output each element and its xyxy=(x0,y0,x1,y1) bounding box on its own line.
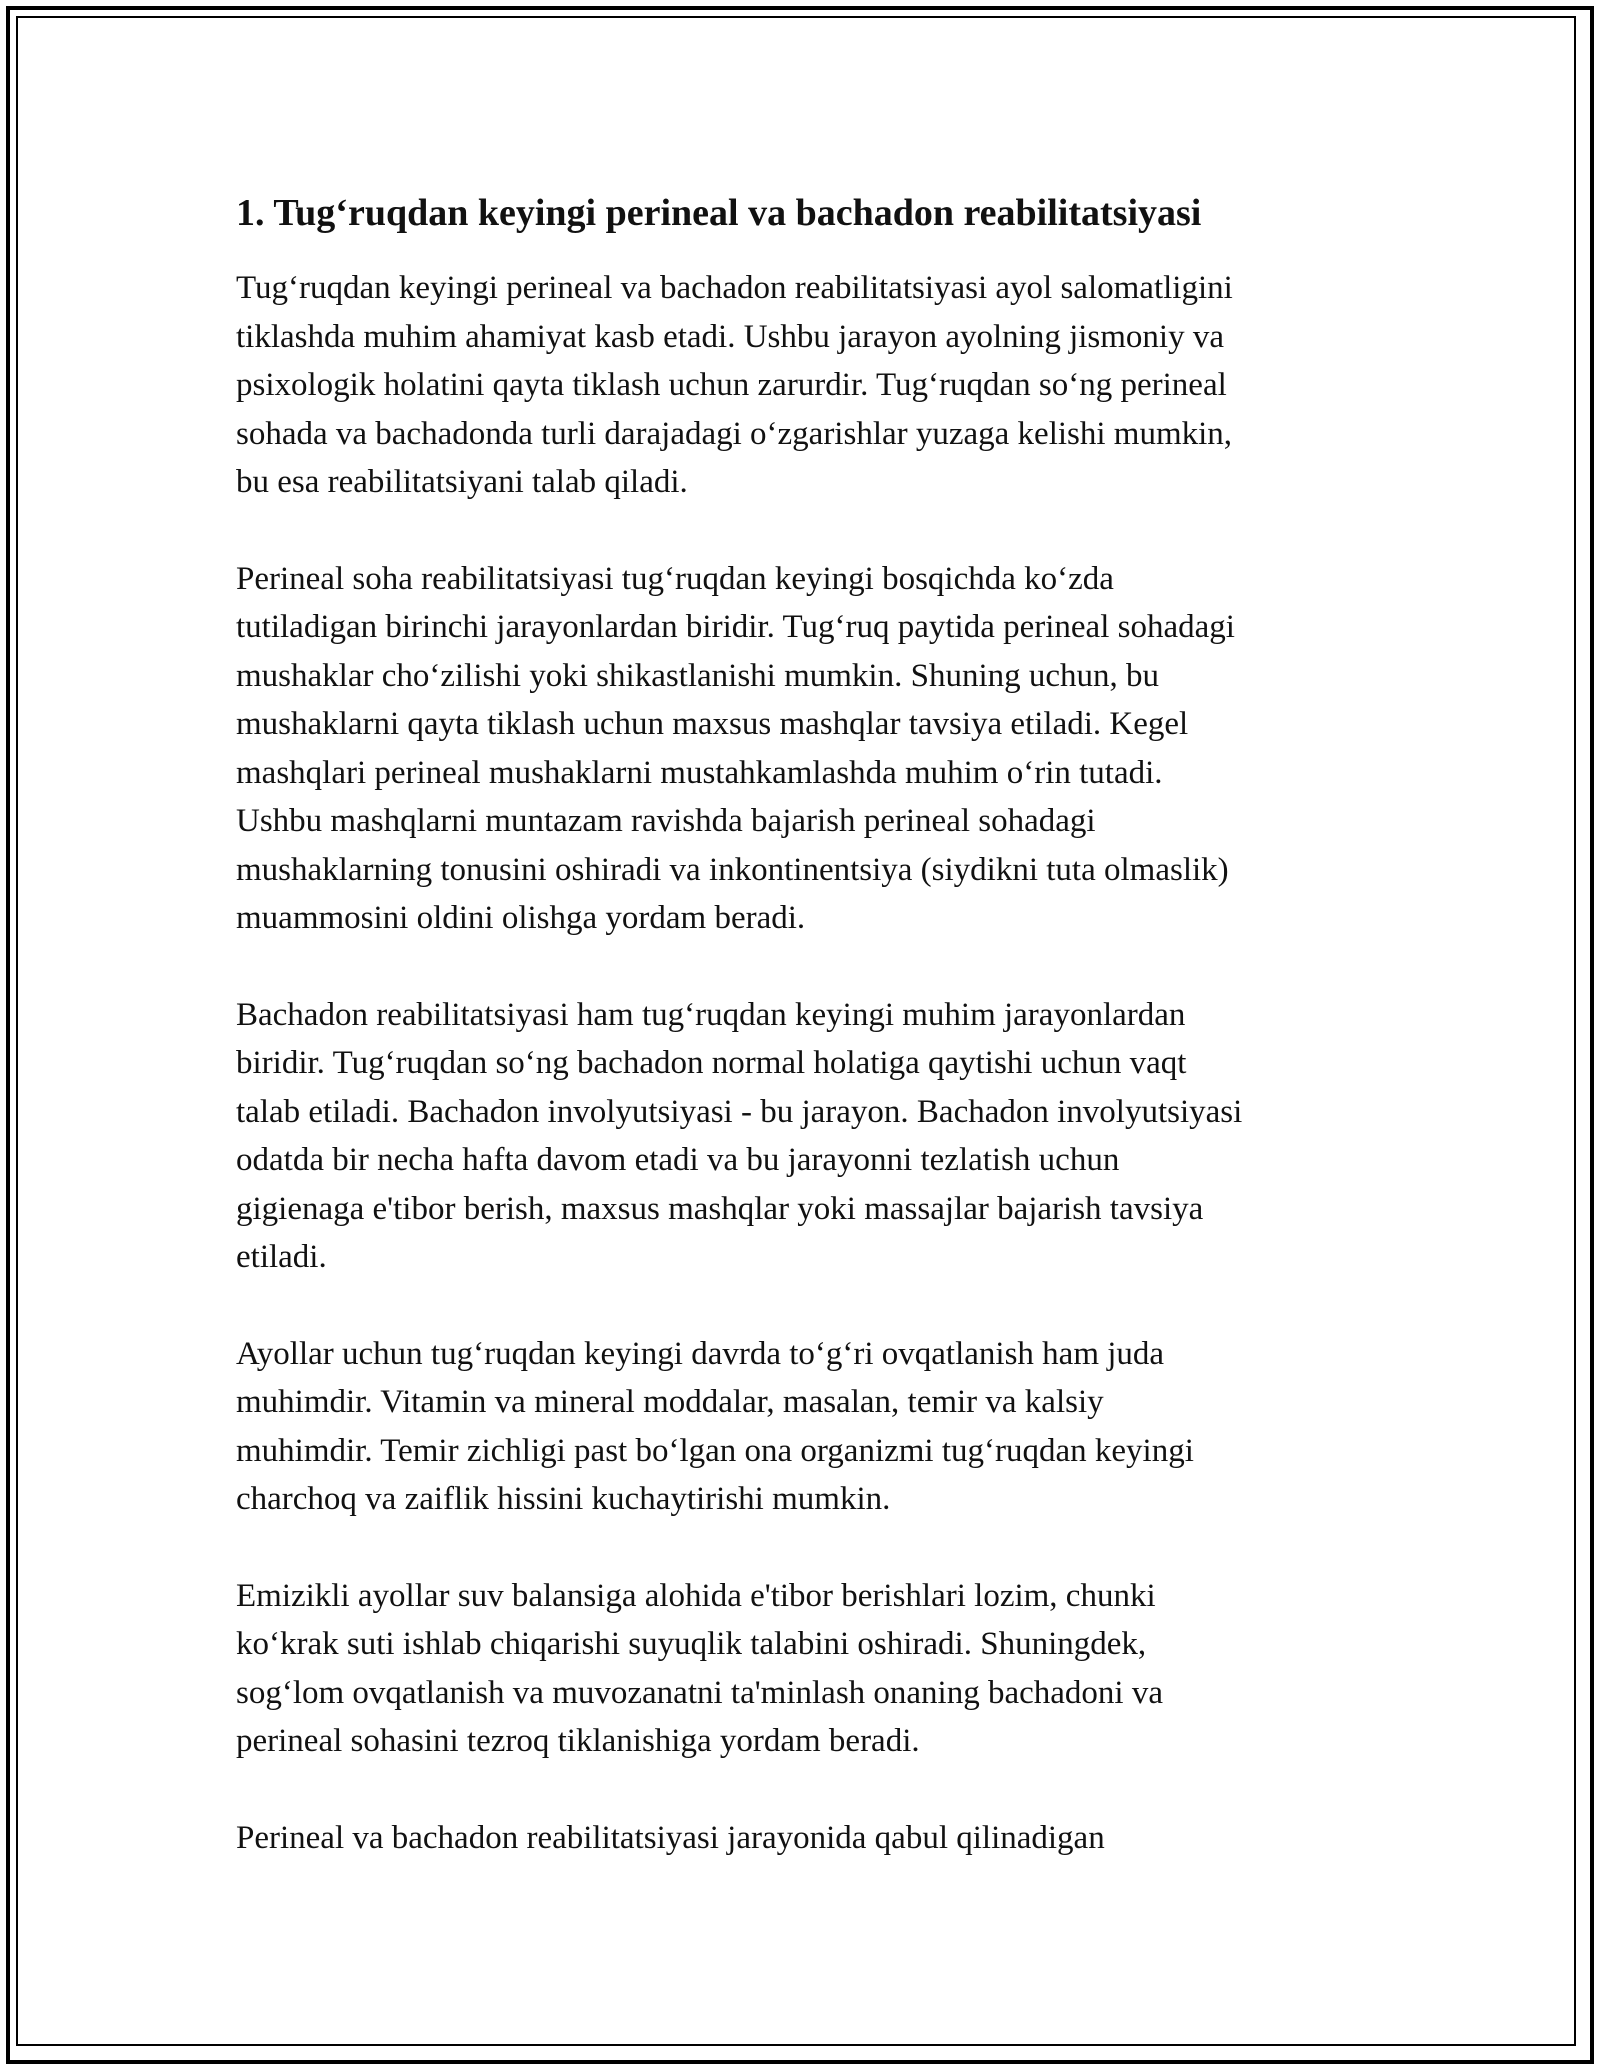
section-title: 1. Tug‘ruqdan keyingi perineal va bachadon reabilitatsiyasi xyxy=(236,192,1202,234)
paragraph-perineal xyxy=(236,555,1366,943)
text-line: muhimdir. Temir zichligi past bo‘lgan ona organizmi tug‘ruqdan keyingi xyxy=(236,1432,1194,1469)
text-line: Emizikli ayollar suv balansiga alohida e'tibor berishlari lozim, chunki xyxy=(236,1577,1156,1614)
text-line: odatda bir necha hafta davom etadi va bu jarayonni tezlatish uchun xyxy=(236,1142,1120,1178)
text-line: muammosini oldini olishga yordam beradi. xyxy=(236,900,806,936)
text-line: Ayollar uchun tug‘ruqdan keyingi davrda to‘g‘ri ovqatlanish ham juda xyxy=(236,1335,1165,1372)
text-line: sohada va bachadonda turli darajadagi o‘zgarishlar yuzaga kelishi mumkin, xyxy=(236,415,1233,452)
text-line: Ushbu mashqlarni muntazam ravishda bajarish perineal sohadagi xyxy=(236,803,1096,839)
text-line: gigienaga e'tibor berish, maxsus mashqlar yoki massajlar bajarish tavsiya xyxy=(236,1190,1204,1227)
paragraph-bachadon xyxy=(236,991,1366,1282)
text-line: talab etiladi. Bachadon involyutsiyasi - bu jarayon. Bachadon involyutsiyasi xyxy=(236,1093,1243,1130)
text-line: Perineal soha reabilitatsiyasi tug‘ruqdan keyingi bosqichda ko‘zda xyxy=(236,560,1114,597)
text-line: Perineal va bachadon reabilitatsiyasi jarayonida qabul qilinadigan xyxy=(236,1819,1105,1856)
text-line: bu esa reabilitatsiyani talab qiladi. xyxy=(236,464,688,500)
text-line: tutiladigan birinchi jarayonlardan biridir. Tug‘ruq paytida perineal sohadagi xyxy=(236,609,1235,645)
document-body xyxy=(236,188,1366,1910)
text-line: ko‘krak suti ishlab chiqarishi suyuqlik talabini oshiradi. Shuningdek, xyxy=(236,1626,1147,1662)
text-line: mushaklar cho‘zilishi yoki shikastlanishi mumkin. Shuning uchun, bu xyxy=(236,657,1160,694)
paragraph-intro xyxy=(236,264,1366,507)
text-line: mashqlari perineal mushaklarni mustahkamlashda muhim o‘rin tutadi. xyxy=(236,754,1163,791)
text-line: tiklashda muhim ahamiyat kasb etadi. Ushbu jarayon ayolning jismoniy va xyxy=(236,318,1224,355)
text-line: sog‘lom ovqatlanish va muvozanatni ta'minlash onaning bachadoni va xyxy=(236,1674,1163,1711)
text-line: Tug‘ruqdan keyingi perineal va bachadon reabilitatsiyasi ayol salomatligini xyxy=(236,270,1233,306)
text-line: Bachadon reabilitatsiyasi ham tug‘ruqdan keyingi muhim jarayonlardan xyxy=(236,996,1186,1033)
text-line: perineal sohasini tezroq tiklanishiga yordam beradi. xyxy=(236,1723,920,1759)
text-line: etiladi. xyxy=(236,1239,327,1275)
text-line: mushaklarni qayta tiklash uchun maxsus mashqlar tavsiya etiladi. Kegel xyxy=(236,706,1189,742)
text-line: mushaklarning tonusini oshiradi va inkontinentsiya (siydikni tuta olmaslik) xyxy=(236,851,1229,888)
paragraph-hydration xyxy=(236,1572,1366,1766)
text-line: biridir. Tug‘ruqdan so‘ng bachadon normal holatiga qaytishi uchun vaqt xyxy=(236,1045,1187,1081)
paragraph-nutrition xyxy=(236,1330,1366,1524)
text-line: muhimdir. Vitamin va mineral moddalar, masalan, temir va kalsiy xyxy=(236,1384,1104,1420)
text-line: psixologik holatini qayta tiklash uchun zarurdir. Tug‘ruqdan so‘ng perineal xyxy=(236,367,1227,403)
paragraph-closing xyxy=(236,1814,1366,1863)
text-line: charchoq va zaiflik hissini kuchaytirishi mumkin. xyxy=(236,1481,891,1517)
